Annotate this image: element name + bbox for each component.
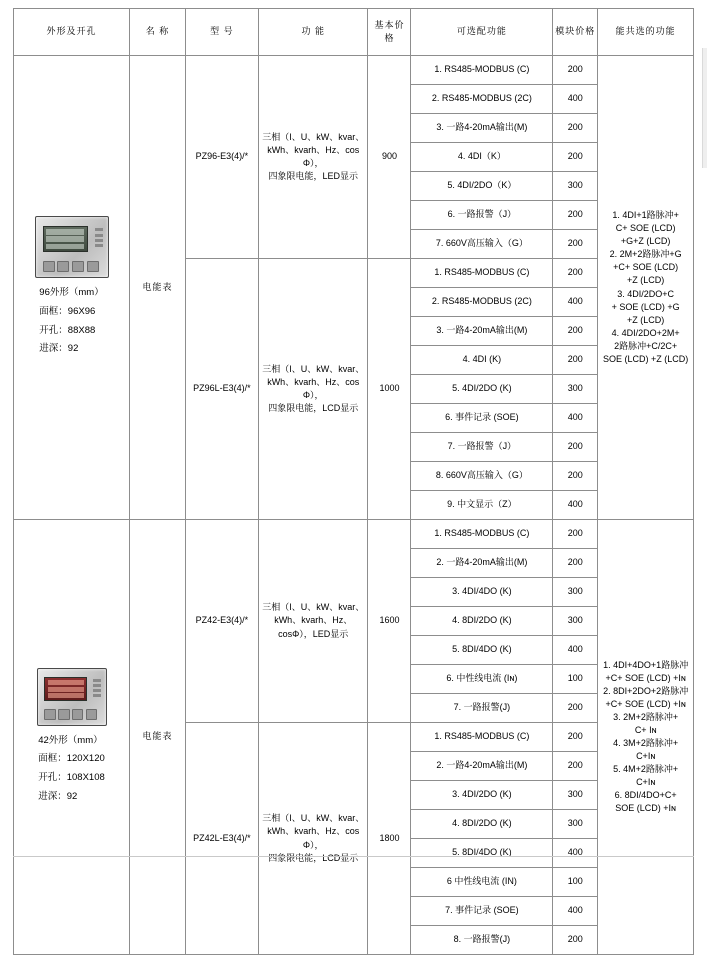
- option-price: 200: [553, 317, 598, 346]
- product-spec-table: [13, 8, 694, 955]
- option-label: 6. 中性线电流 (Iɴ): [411, 665, 553, 694]
- option-label: 2. RS485-MODBUS (2C): [411, 85, 553, 114]
- option-price: 400: [553, 491, 598, 520]
- header-row: [14, 9, 694, 56]
- option-label: 4. 4DI（K）: [411, 143, 553, 172]
- option-label: 3. 一路4-20mA输出(M): [411, 114, 553, 143]
- product-name-42: 电能表: [130, 520, 186, 955]
- shared-line-6: C+ Iɴ: [634, 724, 657, 735]
- product-name-96: 电能表: [130, 56, 186, 520]
- header-model: 型 号: [185, 9, 258, 56]
- shape-line-1: 面框：120X120: [38, 753, 105, 765]
- shared-line-3: 2. 8DI+2DO+2路脉冲: [603, 685, 689, 696]
- device-illustration-96: [35, 216, 109, 278]
- header-base-price: 基本价格: [368, 9, 411, 56]
- option-price: 200: [553, 230, 598, 259]
- shared-line-9: +Z (LCD): [627, 314, 665, 325]
- option-label: 7. 660V高压输入（G）: [411, 230, 553, 259]
- shared-line-11: 6. 8DI/4DO+C+: [614, 790, 677, 801]
- option-label: 7. 事件记录 (SOE): [411, 897, 553, 926]
- function-line-3: cosΦ），LED显示: [278, 628, 349, 639]
- option-price: 200: [553, 926, 598, 955]
- option-price: 200: [553, 433, 598, 462]
- function-pz42l-e3: [258, 723, 368, 955]
- function-line-3: 四象限电能，LCD显示: [268, 852, 359, 863]
- option-price: 200: [553, 723, 598, 752]
- model-pz96l-e3: PZ96L-E3(4)/*: [185, 259, 258, 520]
- option-price: 200: [553, 462, 598, 491]
- option-label: 7. 一路报警（J）: [411, 433, 553, 462]
- base-price-pz42l-e3: 1800: [368, 723, 411, 955]
- shared-line-12: SOE (LCD) +Z (LCD): [603, 353, 689, 364]
- option-label: 1. RS485-MODBUS (C): [411, 56, 553, 85]
- option-price: 300: [553, 578, 598, 607]
- shape-line-1: 面框：96X96: [39, 305, 96, 317]
- function-line-1: 三相（I、U、kW、kvar、: [262, 363, 365, 374]
- function-line-1: 三相（I、U、kW、kvar、: [262, 131, 365, 142]
- option-label: 6. 一路报警（J）: [411, 201, 553, 230]
- shared-line-2: C+ SOE (LCD): [615, 223, 676, 234]
- device-buttons: [43, 262, 99, 272]
- function-line-2: kWh、kvarh、Hz、: [274, 615, 353, 626]
- spec-sheet-page: [0, 8, 707, 945]
- option-price: 200: [553, 201, 598, 230]
- shape-caption: 96外形（mm）: [39, 287, 104, 299]
- option-price: 200: [553, 752, 598, 781]
- shared-line-11: 2路脉冲+C/2C+: [614, 340, 678, 351]
- shared-line-5: +C+ SOE (LCD): [613, 262, 679, 273]
- device-leds: [93, 678, 101, 698]
- option-label: 1. RS485-MODBUS (C): [411, 723, 553, 752]
- shared-line-10: 4. 4DI/2DO+2M+: [611, 327, 680, 338]
- table-body: [14, 56, 694, 955]
- function-line-3: 四象限电能，LCD显示: [268, 403, 359, 414]
- option-price: 200: [553, 520, 598, 549]
- option-price: 200: [553, 694, 598, 723]
- option-label: 2. 一路4-20mA输出(M): [411, 752, 553, 781]
- option-label: 8. 660V高压输入（G）: [411, 462, 553, 491]
- function-line-1: 三相（I、U、kW、kvar、: [262, 602, 365, 613]
- shape-line-2: 开孔：88X88: [39, 324, 96, 336]
- option-price: 300: [553, 810, 598, 839]
- shared-line-1: 1. 4DI+1路脉冲+: [612, 210, 679, 221]
- shape-cell-42: [14, 520, 130, 955]
- option-price: 300: [553, 375, 598, 404]
- shared-options-42: [598, 520, 694, 955]
- option-label: 4. 4DI (K): [411, 346, 553, 375]
- shape-line-2: 开孔：108X108: [38, 772, 105, 783]
- option-price: 400: [553, 636, 598, 665]
- option-label: 6. 事件记录 (SOE): [411, 404, 553, 433]
- function-line-2: kWh、kvarh、Hz、cosΦ），: [267, 144, 360, 168]
- shared-line-4: 2. 2M+2路脉冲+G: [609, 249, 682, 260]
- option-label: 5. 4DI/2DO（K）: [411, 172, 553, 201]
- option-label: 5. 8DI/4DO (K): [411, 636, 553, 665]
- option-label: 9. 中文显示（Z）: [411, 491, 553, 520]
- option-price: 300: [553, 781, 598, 810]
- function-pz96l-e3: [258, 259, 368, 520]
- header-function: 功 能: [258, 9, 368, 56]
- option-label: 1. RS485-MODBUS (C): [411, 520, 553, 549]
- option-label: 5. 8DI/4DO (K): [411, 839, 553, 868]
- shared-line-12: SOE (LCD) +Iɴ: [615, 803, 677, 814]
- option-label: 8. 一路报警(J): [411, 926, 553, 955]
- option-price: 100: [553, 868, 598, 897]
- shared-line-6: +Z (LCD): [627, 275, 665, 286]
- base-price-pz96-e3: 900: [368, 56, 411, 259]
- option-price: 200: [553, 259, 598, 288]
- device-display: [43, 226, 88, 252]
- shared-line-1: 1. 4DI+4DO+1路脉冲: [603, 659, 689, 670]
- option-price: 200: [553, 549, 598, 578]
- option-price: 300: [553, 172, 598, 201]
- device-illustration-42: [37, 668, 107, 726]
- function-pz42-e3: [258, 520, 368, 723]
- shared-options-96: [598, 56, 694, 520]
- option-label: 4. 8DI/2DO (K): [411, 607, 553, 636]
- option-label: 2. 一路4-20mA输出(M): [411, 549, 553, 578]
- device-buttons: [44, 710, 97, 719]
- option-label: 6 中性线电流 (IN): [411, 868, 553, 897]
- option-price: 300: [553, 607, 598, 636]
- shared-line-7: 4. 3M+2路脉冲+: [613, 738, 679, 748]
- device-leds: [95, 227, 104, 249]
- shape-line-3: 进深：92: [38, 790, 78, 802]
- header-optional-function: 可选配功能: [411, 9, 553, 56]
- function-line-1: 三相（I、U、kW、kvar、: [262, 813, 365, 824]
- function-line-3: 四象限电能，LED显示: [268, 171, 358, 182]
- function-line-2: kWh、kvarh、Hz、cosΦ），: [267, 376, 360, 400]
- shared-line-4: +C+ SOE (LCD) +Iɴ: [605, 698, 686, 709]
- page-footer-divider: [13, 856, 694, 857]
- option-label: 2. RS485-MODBUS (2C): [411, 288, 553, 317]
- option-price: 200: [553, 56, 598, 85]
- option-price: 200: [553, 143, 598, 172]
- option-label: 4. 8DI/2DO (K): [411, 810, 553, 839]
- base-price-pz96l-e3: 1000: [368, 259, 411, 520]
- option-price: 100: [553, 665, 598, 694]
- shared-line-8: + SOE (LCD) +G: [611, 301, 680, 312]
- function-line-2: kWh、kvarh、Hz、cosΦ），: [267, 826, 360, 850]
- device-display: [44, 677, 87, 701]
- option-label: 5. 4DI/2DO (K): [411, 375, 553, 404]
- shared-line-5: 3. 2M+2路脉冲+: [613, 711, 679, 722]
- option-price: 400: [553, 85, 598, 114]
- option-price: 400: [553, 897, 598, 926]
- option-price: 400: [553, 288, 598, 317]
- base-price-pz42-e3: 1600: [368, 520, 411, 723]
- shared-line-8: C+Iɴ: [636, 751, 656, 762]
- table-row: [14, 520, 694, 549]
- shape-dimensions-42: [38, 732, 105, 806]
- model-pz42-e3: PZ42-E3(4)/*: [185, 520, 258, 723]
- shape-cell-96: [14, 56, 130, 520]
- option-price: 400: [553, 404, 598, 433]
- option-label: 3. 4DI/2DO (K): [411, 781, 553, 810]
- option-price: 200: [553, 114, 598, 143]
- shared-line-7: 3. 4DI/2DO+C: [617, 288, 675, 299]
- table-row: [14, 56, 694, 85]
- page-edge-marker: [702, 48, 707, 168]
- model-pz96-e3: PZ96-E3(4)/*: [185, 56, 258, 259]
- shared-line-3: +G+Z (LCD): [620, 236, 671, 247]
- option-price: 400: [553, 839, 598, 868]
- header-shape: 外形及开孔: [14, 9, 130, 56]
- header-shared-function: 能共选的功能: [598, 9, 694, 56]
- option-label: 1. RS485-MODBUS (C): [411, 259, 553, 288]
- shared-line-10: C+Iɴ: [636, 777, 656, 788]
- option-label: 3. 一路4-20mA输出(M): [411, 317, 553, 346]
- option-label: 7. 一路报警(J): [411, 694, 553, 723]
- table-header: [14, 9, 694, 56]
- model-pz42l-e3: PZ42L-E3(4)/*: [185, 723, 258, 955]
- shape-caption: 42外形（mm）: [38, 734, 103, 746]
- shared-line-2: +C+ SOE (LCD) +Iɴ: [605, 672, 686, 683]
- function-pz96-e3: [258, 56, 368, 259]
- header-module-price: 模块价格: [553, 9, 598, 56]
- option-label: 3. 4DI/4DO (K): [411, 578, 553, 607]
- shape-line-3: 进深：92: [39, 343, 79, 355]
- option-price: 200: [553, 346, 598, 375]
- shape-dimensions-96: [39, 284, 103, 358]
- header-name: 名 称: [130, 9, 186, 56]
- shared-line-9: 5. 4M+2路脉冲+: [613, 764, 679, 775]
